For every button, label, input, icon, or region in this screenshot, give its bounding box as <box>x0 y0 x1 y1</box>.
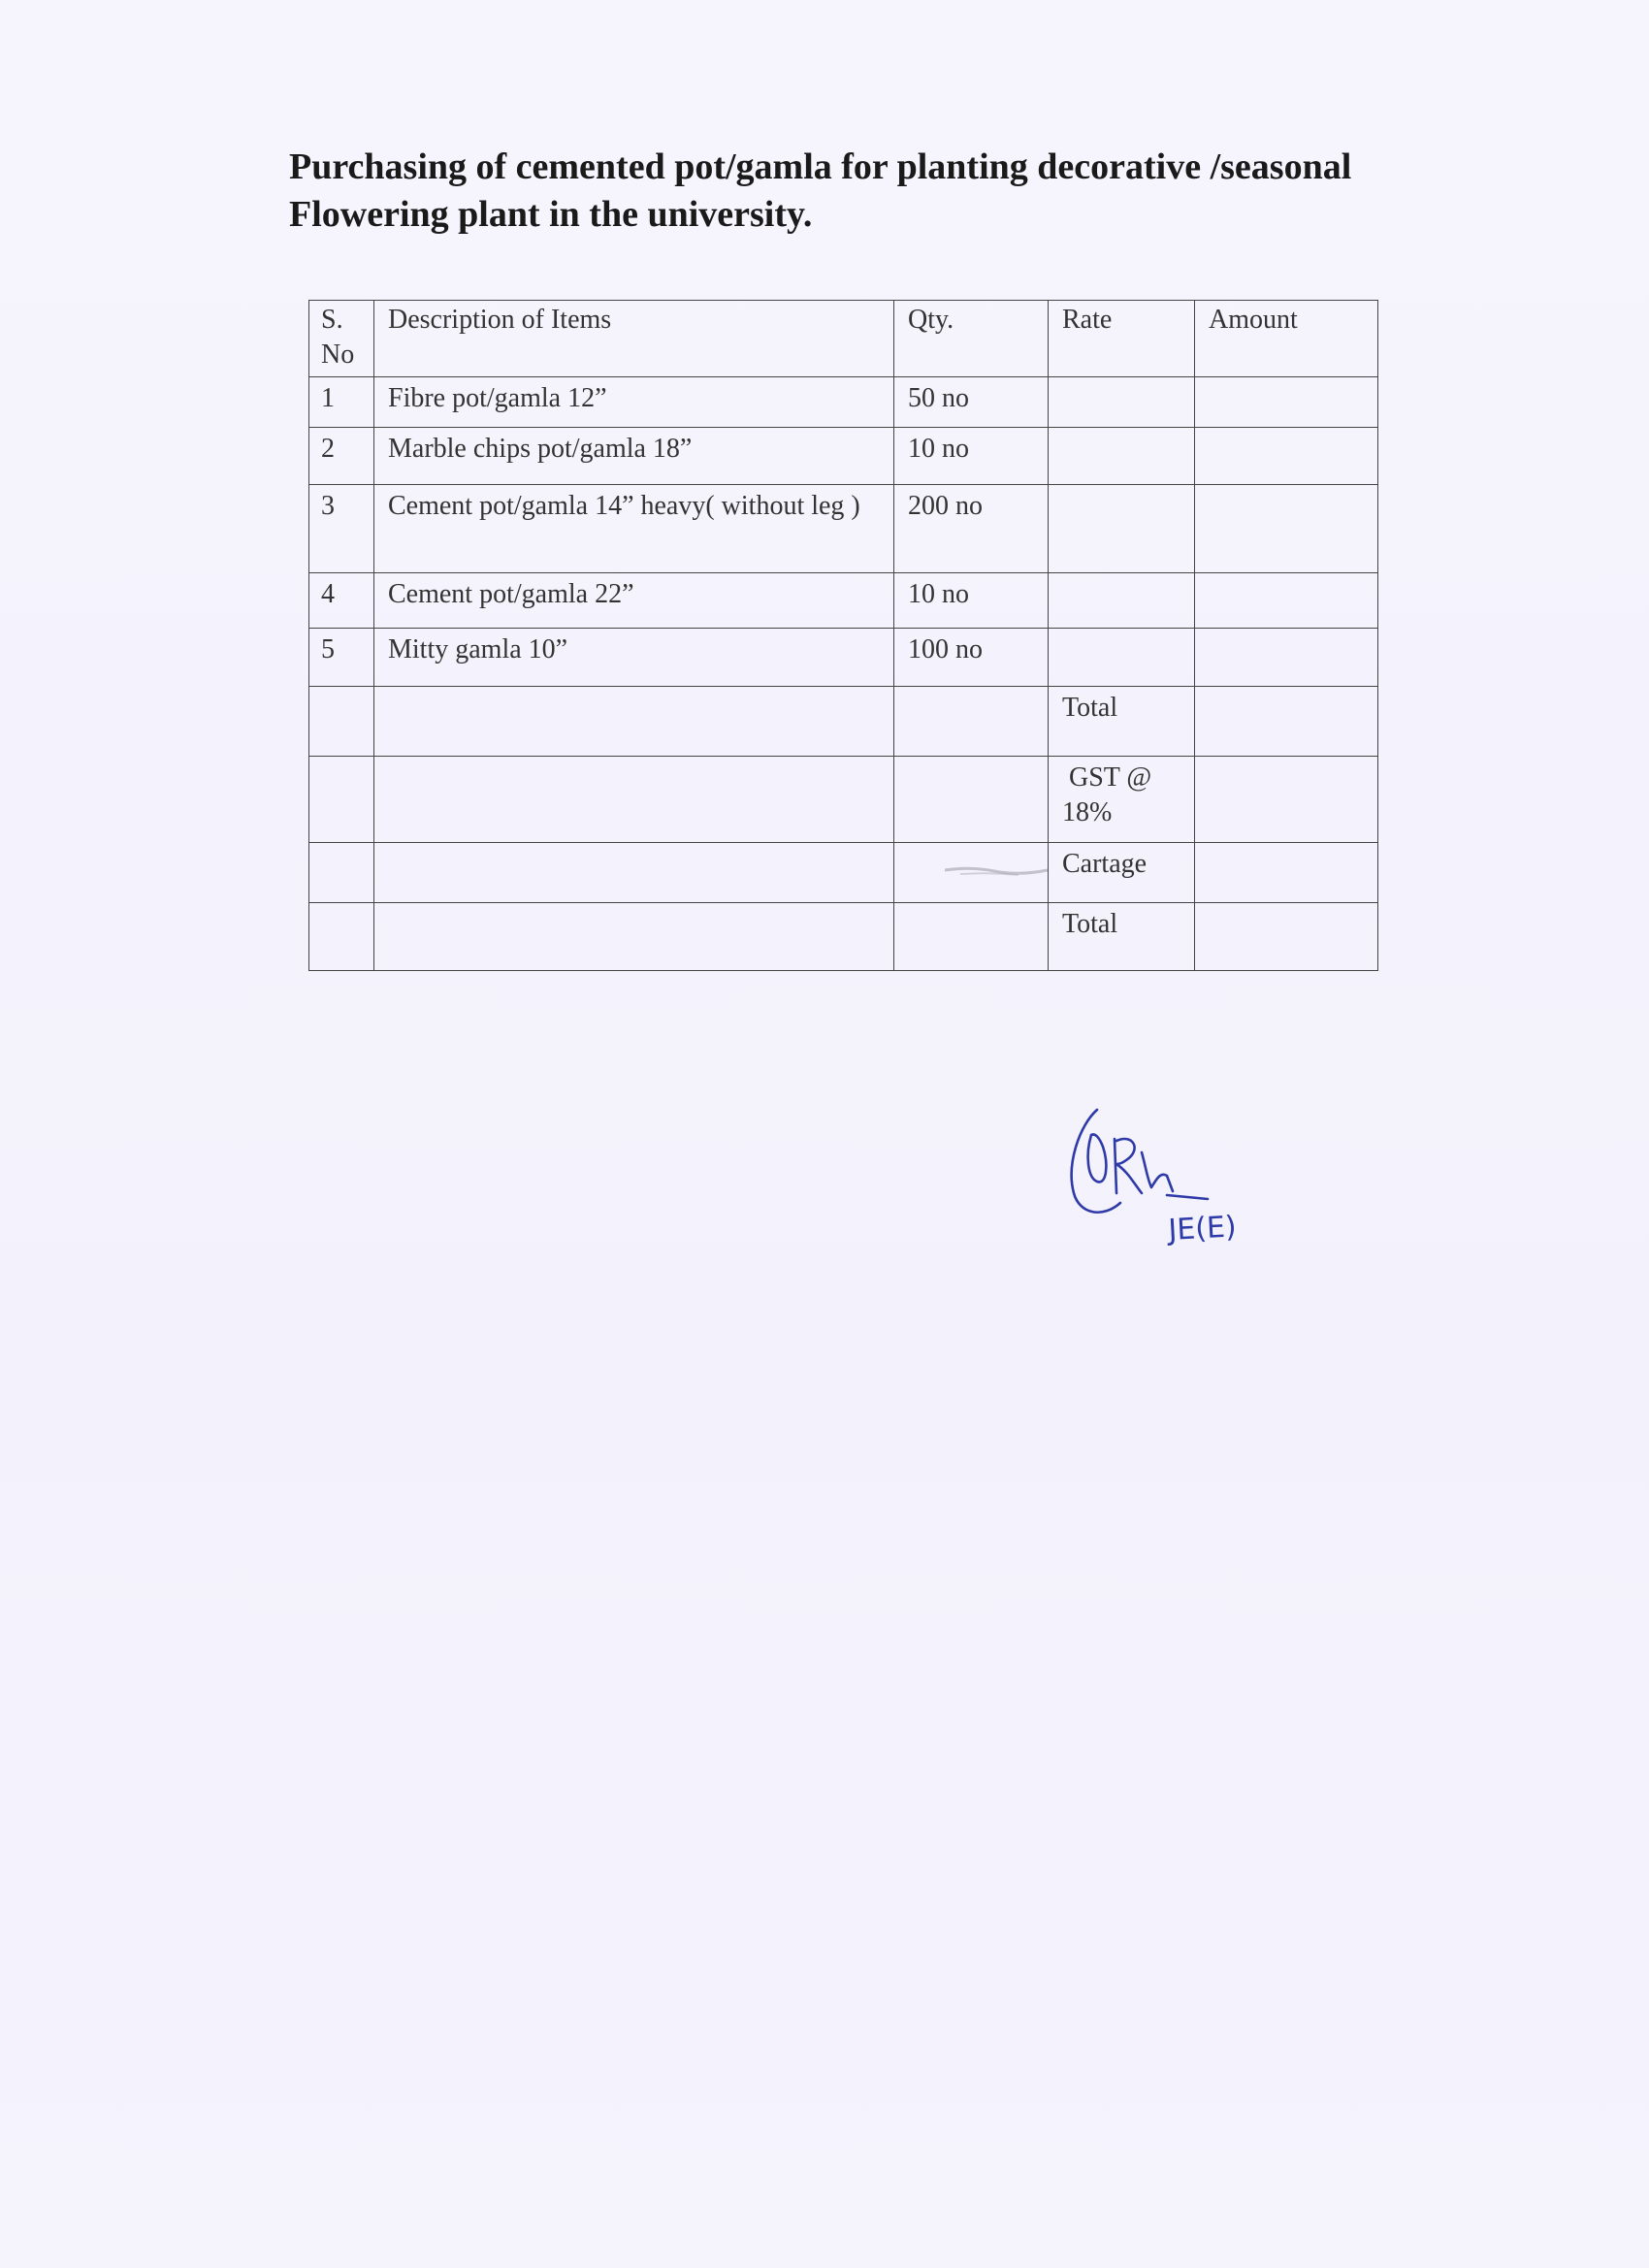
table-row <box>309 573 1378 629</box>
header-sno-line1: S. <box>321 305 343 335</box>
header-amount: Amount <box>1195 301 1378 377</box>
row-rate <box>1049 485 1195 573</box>
row-rate <box>1049 377 1195 428</box>
empty-cell <box>309 903 374 971</box>
table-row <box>309 377 1378 428</box>
empty-cell <box>894 757 1049 843</box>
row-rate <box>1049 428 1195 485</box>
summary-row-gst <box>309 757 1378 843</box>
summary-amount <box>1195 903 1378 971</box>
empty-cell <box>309 687 374 757</box>
handwritten-signature <box>1052 1096 1305 1290</box>
table-row <box>309 629 1378 687</box>
table-row <box>309 485 1378 573</box>
row-sno: 2 <box>309 428 374 485</box>
empty-cell <box>374 843 894 903</box>
row-description: Marble chips pot/gamla 18” <box>374 428 894 485</box>
header-sno-line2: No <box>321 340 355 370</box>
empty-cell <box>374 903 894 971</box>
row-sno: 3 <box>309 485 374 573</box>
row-qty: 50 no <box>894 377 1049 428</box>
row-rate <box>1049 629 1195 687</box>
summary-label: Total <box>1049 903 1195 971</box>
row-sno: 5 <box>309 629 374 687</box>
header-rate: Rate <box>1049 301 1195 377</box>
row-amount <box>1195 377 1378 428</box>
row-sno: 4 <box>309 573 374 629</box>
summary-amount <box>1195 757 1378 843</box>
signature-designation: JE(E) <box>1167 1210 1238 1247</box>
row-amount <box>1195 485 1378 573</box>
header-sno <box>309 301 374 377</box>
table-header-row <box>309 301 1378 377</box>
summary-row-total <box>309 687 1378 757</box>
empty-cell <box>309 843 374 903</box>
title-line-1: Purchasing of cemented pot/gamla for planting decorative /seasonal <box>289 146 1352 187</box>
empty-cell <box>374 687 894 757</box>
table-row <box>309 428 1378 485</box>
summary-amount <box>1195 843 1378 903</box>
empty-cell <box>894 903 1049 971</box>
row-qty: 200 no <box>894 485 1049 573</box>
summary-label: Cartage <box>1049 843 1195 903</box>
summary-label: Total <box>1049 687 1195 757</box>
header-description: Description of Items <box>374 301 894 377</box>
header-qty: Qty. <box>894 301 1049 377</box>
items-table <box>308 300 1378 971</box>
row-amount <box>1195 573 1378 629</box>
row-qty: 10 no <box>894 573 1049 629</box>
empty-cell <box>309 757 374 843</box>
title-line-2: Flowering plant in the university. <box>289 194 813 235</box>
row-qty: 100 no <box>894 629 1049 687</box>
row-description: Cement pot/gamla 22” <box>374 573 894 629</box>
row-sno: 1 <box>309 377 374 428</box>
row-qty: 10 no <box>894 428 1049 485</box>
row-amount <box>1195 629 1378 687</box>
summary-row-cartage <box>309 843 1378 903</box>
document-title <box>289 144 1511 239</box>
empty-cell <box>374 757 894 843</box>
row-rate <box>1049 573 1195 629</box>
summary-label: GST @ 18% <box>1049 757 1195 843</box>
empty-cell <box>894 687 1049 757</box>
scan-smudge <box>941 859 1057 880</box>
row-description: Cement pot/gamla 14” heavy( without leg ) <box>374 485 894 573</box>
summary-row-grand-total <box>309 903 1378 971</box>
row-description: Mitty gamla 10” <box>374 629 894 687</box>
summary-amount <box>1195 687 1378 757</box>
row-description: Fibre pot/gamla 12” <box>374 377 894 428</box>
row-amount <box>1195 428 1378 485</box>
